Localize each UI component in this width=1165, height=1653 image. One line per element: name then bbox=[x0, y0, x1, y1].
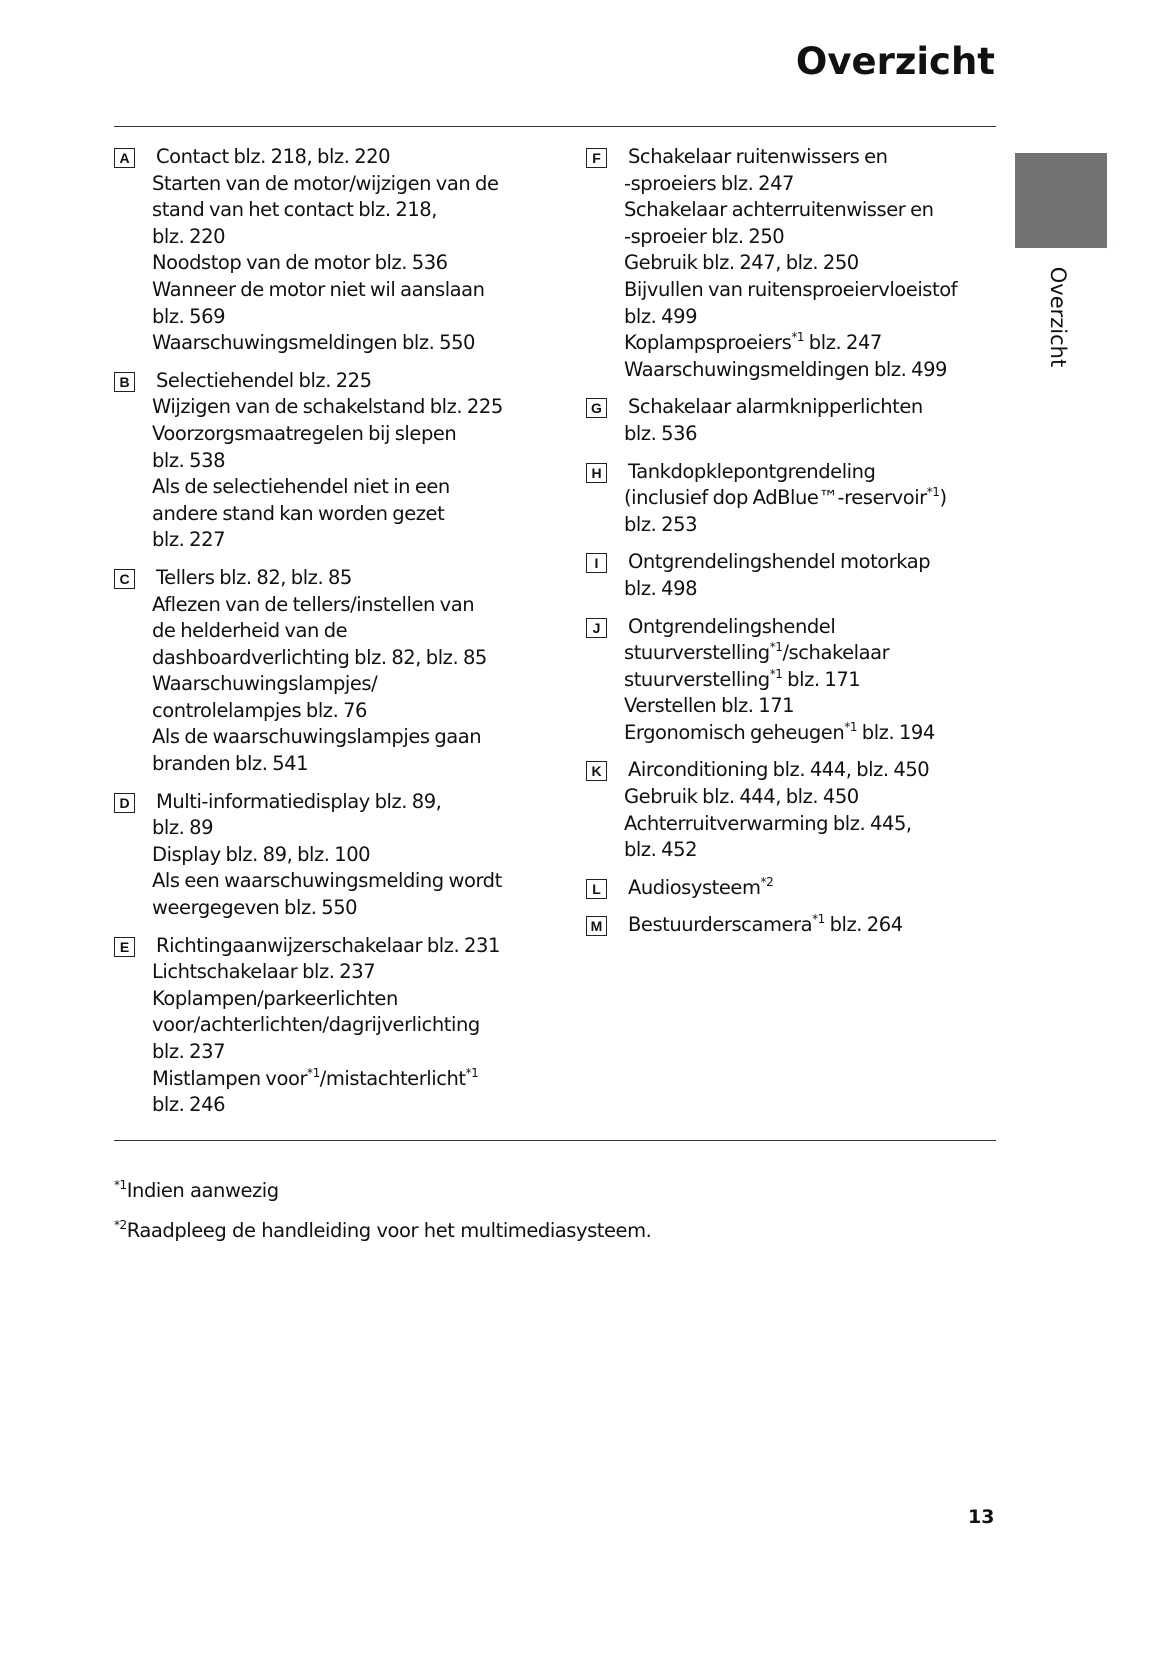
callout-label-box: D bbox=[114, 793, 135, 813]
item-heading: Contact blz. 218, blz. 220 bbox=[156, 145, 391, 168]
footnote-ref: *1 bbox=[769, 666, 783, 681]
item-heading: Schakelaar ruitenwissers en bbox=[628, 145, 888, 168]
legend-item-d bbox=[114, 789, 534, 922]
item-subline: blz. 227 bbox=[152, 528, 226, 552]
footnote-mark: *2 bbox=[114, 1218, 127, 1232]
text-fragment: blz. 194 bbox=[857, 720, 935, 744]
bottom-divider bbox=[114, 1140, 996, 1141]
item-subline: Voorzorgsmaatregelen bij slepen bbox=[152, 421, 457, 445]
item-subline: Gebruik blz. 247, blz. 250 bbox=[624, 251, 859, 275]
footnote-ref: *1 bbox=[926, 485, 940, 500]
legend-item-c bbox=[114, 565, 534, 778]
text-fragment: stuurverstelling bbox=[624, 667, 770, 691]
item-subline: Als een waarschuwingsmelding wordt bbox=[152, 869, 502, 893]
page-title: Overzicht bbox=[795, 40, 995, 83]
item-subline: branden blz. 541 bbox=[152, 752, 309, 776]
text-fragment: stuurverstelling bbox=[624, 641, 770, 665]
text-fragment: (inclusief dop AdBlue™-reservoir bbox=[624, 486, 927, 510]
callout-label-box: F bbox=[586, 148, 607, 168]
item-subline: Wanneer de motor niet wil aanslaan bbox=[152, 277, 485, 301]
legend-item-b bbox=[114, 368, 534, 554]
footnote-1 bbox=[114, 1178, 651, 1204]
callout-label-box: C bbox=[114, 569, 135, 589]
item-subline: Waarschuwingslampjes/ bbox=[152, 672, 378, 696]
callout-label-box: I bbox=[586, 553, 607, 573]
left-column bbox=[114, 144, 534, 1130]
item-heading: Tankdopklepontgrendeling bbox=[628, 459, 876, 483]
footnote-ref: *2 bbox=[760, 874, 774, 889]
footnote-ref: *1 bbox=[812, 912, 825, 927]
section-tab-label: Overzicht bbox=[1046, 266, 1070, 368]
item-subline: stand van het contact blz. 218, bbox=[152, 198, 438, 222]
legend-item-j bbox=[586, 614, 986, 747]
item-subline: blz. 498 bbox=[624, 576, 698, 600]
legend-item-a bbox=[114, 144, 534, 357]
footnote-text: Indien aanwezig bbox=[126, 1179, 279, 1202]
item-heading: Ontgrendelingshendel bbox=[628, 614, 836, 638]
footnote-2 bbox=[114, 1218, 651, 1244]
callout-label-box: A bbox=[114, 148, 135, 168]
legend-item-e bbox=[114, 933, 534, 1119]
item-subline bbox=[624, 640, 986, 667]
item-subline: blz. 538 bbox=[152, 448, 226, 472]
top-divider bbox=[114, 126, 996, 127]
item-subline bbox=[624, 667, 986, 694]
item-subline: de helderheid van de bbox=[152, 619, 348, 643]
footnote-ref: *1 bbox=[769, 640, 783, 655]
item-subline: Als de selectiehendel niet in een bbox=[152, 475, 450, 499]
callout-label-box: M bbox=[586, 916, 607, 936]
callout-label-box: E bbox=[114, 937, 135, 957]
item-subline: blz. 246 bbox=[152, 1093, 226, 1117]
item-subline: blz. 253 bbox=[624, 512, 698, 536]
item-heading: Airconditioning blz. 444, blz. 450 bbox=[628, 758, 930, 782]
item-subline: Schakelaar achterruitenwisser en bbox=[624, 198, 934, 222]
item-subline: -sproeier blz. 250 bbox=[624, 224, 785, 248]
callout-label-box: H bbox=[586, 463, 607, 483]
item-subline bbox=[624, 720, 986, 747]
item-subline: Display blz. 89, blz. 100 bbox=[152, 842, 371, 866]
legend-item-l bbox=[586, 875, 986, 902]
text-fragment: /mistachterlicht bbox=[319, 1066, 466, 1090]
callout-label-box: K bbox=[586, 761, 607, 781]
right-column bbox=[586, 144, 986, 950]
text-fragment: blz. 171 bbox=[782, 667, 861, 691]
item-subline: blz. 220 bbox=[152, 224, 226, 248]
item-subline: Waarschuwingsmeldingen blz. 499 bbox=[624, 357, 948, 381]
item-subline: Starten van de motor/wijzigen van de bbox=[152, 171, 499, 195]
legend-item-h bbox=[586, 459, 986, 539]
item-heading bbox=[628, 875, 986, 902]
item-subline: Lichtschakelaar blz. 237 bbox=[152, 960, 376, 984]
item-subline: Waarschuwingsmeldingen blz. 550 bbox=[152, 331, 476, 355]
text-fragment: Bestuurderscamera bbox=[628, 913, 813, 937]
item-subline: controlelampjes blz. 76 bbox=[152, 698, 367, 722]
item-subline bbox=[624, 485, 986, 512]
item-heading: Ontgrendelingshendel motorkap bbox=[628, 550, 931, 574]
item-heading: Schakelaar alarmknipperlichten bbox=[628, 395, 923, 419]
item-subline: -sproeiers blz. 247 bbox=[624, 171, 794, 195]
footnote-ref: *1 bbox=[465, 1065, 479, 1080]
text-fragment: Ergonomisch geheugen bbox=[624, 720, 845, 744]
section-tab-marker bbox=[1015, 153, 1107, 248]
callout-label-box: B bbox=[114, 372, 135, 392]
footnote-ref: *1 bbox=[791, 330, 805, 345]
item-subline: weergegeven blz. 550 bbox=[152, 896, 358, 920]
text-fragment: Audiosysteem bbox=[628, 875, 761, 899]
text-fragment: Koplampsproeiers bbox=[624, 331, 792, 355]
item-subline: Wijzigen van de schakelstand blz. 225 bbox=[152, 395, 503, 419]
item-heading: Multi-informatiedisplay blz. 89, bbox=[156, 789, 442, 813]
text-fragment: blz. 247 bbox=[804, 331, 882, 355]
legend-item-g bbox=[586, 394, 986, 447]
callout-label-box: G bbox=[586, 398, 607, 418]
text-fragment: blz. 264 bbox=[824, 913, 903, 937]
item-subline: Bijvullen van ruitensproeiervloeistof bbox=[624, 277, 958, 301]
item-subline: blz. 237 bbox=[152, 1040, 226, 1063]
legend-item-m bbox=[586, 912, 986, 939]
callout-label-box: L bbox=[586, 879, 607, 899]
callout-label-box: J bbox=[586, 618, 607, 638]
item-heading: Tellers blz. 82, blz. 85 bbox=[156, 565, 352, 589]
footnote-ref: *1 bbox=[844, 719, 858, 734]
item-heading: Richtingaanwijzerschakelaar blz. 231 bbox=[156, 933, 500, 957]
text-fragment: /schakelaar bbox=[782, 641, 890, 665]
item-subline: blz. 569 bbox=[152, 304, 226, 328]
footnote-mark: *1 bbox=[114, 1178, 127, 1192]
item-subline: voor/achterlichten/dagrijverlichting bbox=[152, 1013, 480, 1037]
footnote-text: Raadpleeg de handleiding voor het multimediasysteem. bbox=[126, 1219, 652, 1242]
text-fragment: ) bbox=[939, 486, 947, 510]
item-subline: blz. 452 bbox=[624, 838, 698, 862]
item-subline: Noodstop van de motor blz. 536 bbox=[152, 251, 448, 275]
item-subline bbox=[624, 330, 986, 357]
item-subline: blz. 499 bbox=[624, 304, 698, 328]
item-subline: andere stand kan worden gezet bbox=[152, 501, 445, 525]
legend-item-f bbox=[586, 144, 986, 383]
item-subline: dashboardverlichting blz. 82, blz. 85 bbox=[152, 645, 487, 669]
item-subline: Aflezen van de tellers/instellen van bbox=[152, 592, 475, 616]
footnote-ref: *1 bbox=[307, 1065, 320, 1080]
item-subline: Verstellen blz. 171 bbox=[624, 694, 795, 718]
item-subline: Gebruik blz. 444, blz. 450 bbox=[624, 785, 859, 809]
footnotes bbox=[114, 1178, 651, 1258]
item-subline: blz. 536 bbox=[624, 421, 698, 445]
item-heading bbox=[628, 912, 986, 939]
text-fragment: Mistlampen voor bbox=[152, 1066, 308, 1090]
legend-item-k bbox=[586, 757, 986, 863]
item-heading: Selectiehendel blz. 225 bbox=[156, 368, 372, 392]
item-subline: blz. 89 bbox=[152, 816, 214, 840]
item-subline bbox=[152, 1066, 534, 1093]
legend-item-i bbox=[586, 549, 986, 602]
item-subline: Achterruitverwarming blz. 445, bbox=[624, 811, 912, 835]
page-number: 13 bbox=[968, 1506, 995, 1528]
item-subline: Als de waarschuwingslampjes gaan bbox=[152, 725, 482, 749]
item-subline: Koplampen/parkeerlichten bbox=[152, 986, 398, 1010]
